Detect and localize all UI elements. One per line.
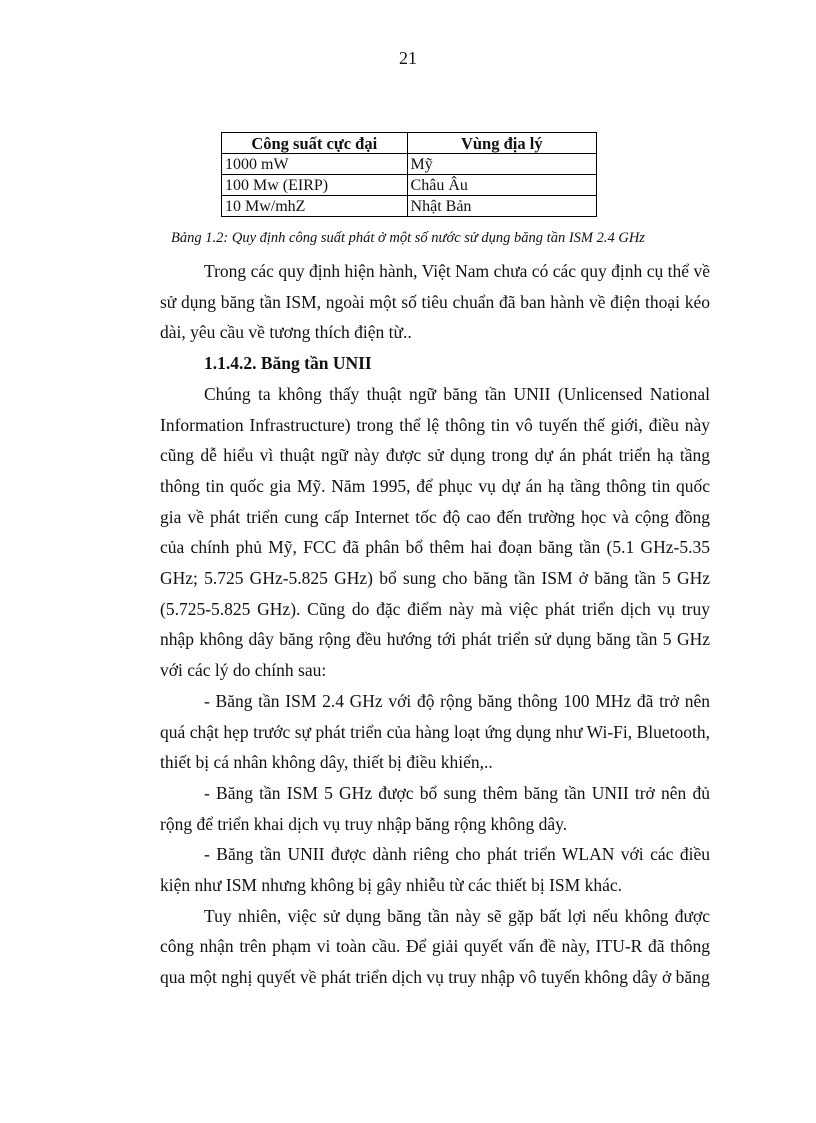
section-heading: 1.1.4.2. Băng tần UNII xyxy=(204,353,372,374)
table-header-row xyxy=(222,133,597,154)
paragraph-regulations: Trong các quy định hiện hành, Việt Nam chưa có các quy định cụ thể về sử dụng băng tần ISM, ngoài một số tiêu chuẩn đã ban hành về điện thoại kéo dài, yêu cầu về tương thích điện từ.. xyxy=(160,261,710,343)
paragraph-itu: Tuy nhiên, việc sử dụng băng tần này sẽ gặp bất lợi nếu không được công nhận trên phạm vi toàn cầu. Để giải quyết vấn đề này, ITU-R đã thông qua một nghị quyết về phát triển dịch vụ truy nhập vô tuyến không dây ở băng xyxy=(160,905,710,988)
bullet-ism-2-4: - Băng tần ISM 2.4 GHz với độ rộng băng thông 100 MHz đã trở nên quá chật hẹp trước sự phát triển của hàng loạt ứng dụng như Wi-Fi, Bluetooth, thiết bị cá nhân không dây, thiết bị điều khiển,.. xyxy=(160,690,710,773)
cell-power: 1000 mW xyxy=(222,154,408,175)
table-row xyxy=(222,196,597,217)
power-limits-table xyxy=(221,132,597,217)
cell-region: Mỹ xyxy=(407,154,596,175)
table-row xyxy=(222,154,597,175)
cell-power: 100 Mw (EIRP) xyxy=(222,175,408,196)
bullet-unii-wlan: - Băng tần UNII được dành riêng cho phát triển WLAN với các điều kiện như ISM nhưng không bị gây nhiễu từ các thiết bị ISM khác. xyxy=(160,844,710,896)
table-caption: Bảng 1.2: Quy định công suất phát ở một số nước sử dụng băng tần ISM 2.4 GHz xyxy=(171,230,645,246)
cell-power: 10 Mw/mhZ xyxy=(222,196,408,217)
bullet-ism-5: - Băng tần ISM 5 GHz được bổ sung thêm băng tần UNII trở nên đủ rộng để triển khai dịch vụ truy nhập băng rộng không dây. xyxy=(160,782,710,834)
cell-region: Nhật Bản xyxy=(407,196,596,217)
header-region: Vùng địa lý xyxy=(407,133,596,154)
table-row xyxy=(222,175,597,196)
header-max-power: Công suất cực đại xyxy=(222,133,408,154)
paragraph-unii-intro: Chúng ta không thấy thuật ngữ băng tần UNII (Unlicensed National Information Infrastructure) trong thể lệ thông tin vô tuyến thế giới, điều này cũng dễ hiểu vì thuật ngữ này được sử dụng trong dự án phát triển hạ tầng thông tin quốc gia Mỹ. Năm 1995, để phục vụ dự án hạ tầng thông tin quốc gia về phát triển cung cấp Internet tốc độ cao đến trường học và cộng đồng của chính phủ Mỹ, FCC đã phân bổ thêm hai đoạn băng tần (5.1 GHz-5.35 GHz; 5.725 GHz-5.825 GHz) bổ sung cho băng tần ISM ở băng tần 5 GHz (5.725-5.825 GHz). Cũng do đặc điểm này mà việc phát triển dịch vụ truy nhập không dây băng rộng đều hướng tới phát triển sử dụng băng tần 5 GHz với các lý do chính sau: xyxy=(160,383,710,681)
cell-region: Châu Âu xyxy=(407,175,596,196)
body-text xyxy=(160,256,710,993)
page-number: 21 xyxy=(399,48,417,68)
